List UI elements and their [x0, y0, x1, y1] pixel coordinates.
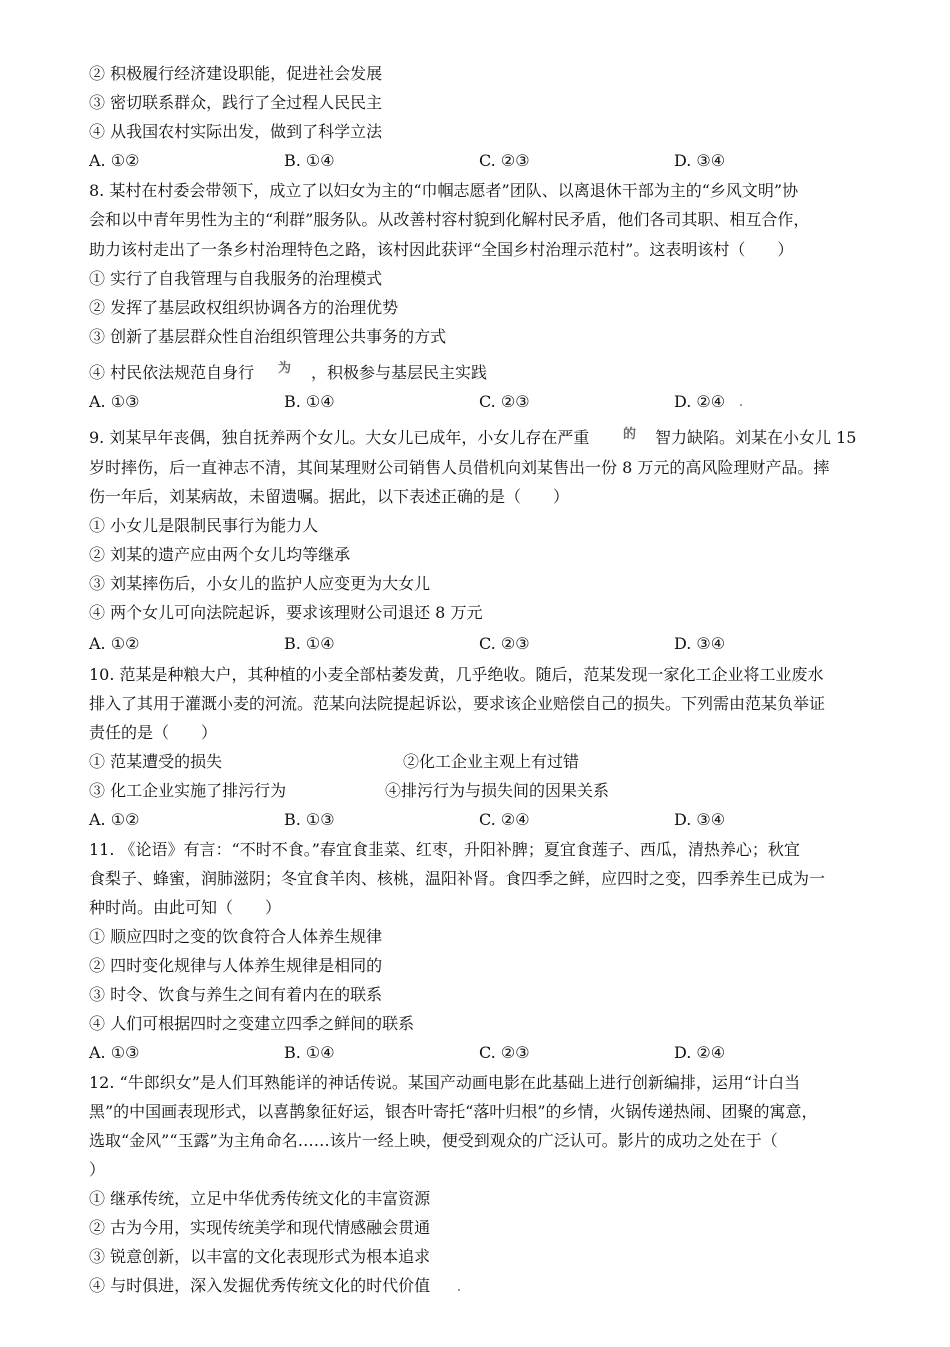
q12-stem-line-3: 选取“金风”“玉露”为主角命名……该片一经上映，便受到观众的广泛认可。影片的成功之处在于（ — [89, 1131, 778, 1150]
q10-option-1: ① 范某遭受的损失 — [89, 752, 223, 771]
q12-stem-line-4: ） — [89, 1160, 106, 1179]
answer-d: D. ②④ — [674, 392, 726, 411]
q9-stem-line-2: 岁时摔伤，后一直神志不清，其间某理财公司销售人员借机向刘某售出一份 8 万元的高风险理财产品。摔 — [89, 458, 830, 477]
q12-option-1: ① 继承传统，立足中华优秀传统文化的丰富资源 — [89, 1189, 431, 1208]
q11-option-3: ③ 时令、饮食与养生之间有着内在的联系 — [89, 985, 383, 1004]
q10-option-3: ③ 化工企业实施了排污行为 — [89, 781, 287, 800]
q8-option-4-part-2: ，积极参与基层民主实践 — [311, 363, 488, 382]
answer-b: B. ①④ — [284, 1043, 335, 1062]
q8-stem-line-3: 助力该村走出了一条乡村治理特色之路，该村因此获评“全国乡村治理示范村”。这表明该村（ ） — [89, 240, 794, 259]
answer-d: D. ③④ — [674, 634, 726, 653]
q11-stem-line-1: 11. 《论语》有言：“不时不食。”春宜食韭菜、红枣，升阳补脾；夏宜食莲子、西瓜，清热养心；秋宜 — [89, 840, 800, 859]
answer-a: A. ①③ — [89, 1043, 140, 1062]
q7-option-4: ④ 从我国农村实际出发，做到了科学立法 — [89, 122, 383, 141]
answer-d: D. ③④ — [674, 810, 726, 829]
q9-stem-line-1-part-2: 智力缺陷。刘某在小女儿 15 — [655, 428, 857, 447]
answer-b: B. ①④ — [284, 634, 335, 653]
q8-option-3: ③ 创新了基层群众性自治组织管理公共事务的方式 — [89, 327, 447, 346]
q10-stem-line-1: 10. 范某是种粮大户，其种植的小麦全部枯萎发黄，几乎绝收。随后，范某发现一家化工企业将工业废水 — [89, 665, 824, 684]
q8-option-4-part-1: ④ 村民依法规范自身行 — [89, 363, 255, 382]
answer-c: C. ②③ — [479, 634, 530, 653]
answer-a: A. ①② — [89, 151, 140, 170]
q7-option-3: ③ 密切联系群众，践行了全过程人民民主 — [89, 93, 383, 112]
q9-option-4: ④ 两个女儿可向法院起诉，要求该理财公司退还 8 万元 — [89, 603, 483, 622]
q12-option-3: ③ 锐意创新，以丰富的文化表现形式为根本追求 — [89, 1247, 431, 1266]
q9-option-2: ② 刘某的遗产应由两个女儿均等继承 — [89, 545, 351, 564]
q9-stem-line-1-part-1: 9. 刘某早年丧偶，独自抚养两个女儿。大女儿已成年，小女儿存在严重 — [89, 428, 590, 447]
q12-option-2: ② 古为今用，实现传统美学和现代情感融会贯通 — [89, 1218, 431, 1237]
q8-stem-line-2: 会和以中青年男性为主的“利群”服务队。从改善村容村貌到化解村民矛盾，他们各司其职、相互合作， — [89, 210, 810, 229]
answer-c: C. ②③ — [479, 1043, 530, 1062]
q10-option-4: ④排污行为与损失间的因果关系 — [385, 781, 610, 800]
q10-option-2: ②化工企业主观上有过错 — [403, 752, 580, 771]
answer-a: A. ①② — [89, 634, 140, 653]
q11-stem-line-3: 种时尚。由此可知（ ） — [89, 898, 282, 917]
q10-stem-line-2: 排入了其用于灌溉小麦的河流。范某向法院提起诉讼，要求该企业赔偿自己的损失。下列需由范某负举证 — [89, 694, 826, 713]
answer-c: C. ②④ — [479, 810, 530, 829]
q12-stem-line-2: 黑”的中国画表现形式，以喜鹊象征好运，银杏叶寄托“落叶归根”的乡情，火锅传递热闹、团聚的寓意， — [89, 1102, 818, 1121]
answer-b: B. ①④ — [284, 392, 335, 411]
q11-option-4: ④ 人们可根据四时之变建立四季之鲜间的联系 — [89, 1014, 415, 1033]
speck-mark — [458, 1289, 460, 1291]
answer-a: A. ①② — [89, 810, 140, 829]
answer-c: C. ②③ — [479, 392, 530, 411]
answer-d: D. ③④ — [674, 151, 726, 170]
q10-stem-line-3: 责任的是（ ） — [89, 723, 218, 742]
answer-d: D. ②④ — [674, 1043, 726, 1062]
q9-stem-line-3: 伤一年后，刘某病故，未留遗嘱。据此，以下表述正确的是（ ） — [89, 487, 570, 506]
q8-stem-line-1: 8. 某村在村委会带领下，成立了以妇女为主的“巾帼志愿者”团队、以离退休干部为主的“乡风文明”协 — [89, 181, 799, 200]
q8-option-2: ② 发挥了基层政权组织协调各方的治理优势 — [89, 298, 399, 317]
q11-option-1: ① 顺应四时之变的饮食符合人体养生规律 — [89, 927, 383, 946]
q7-option-2: ② 积极履行经济建设职能，促进社会发展 — [89, 64, 383, 83]
answer-b: B. ①③ — [284, 810, 335, 829]
q11-stem-line-2: 食梨子、蜂蜜，润肺滋阴；冬宜食羊肉、核桃，温阳补肾。食四季之鲜，应四时之变，四季养生已成为一 — [89, 869, 826, 888]
q9-option-1: ① 小女儿是限制民事行为能力人 — [89, 516, 319, 535]
answer-a: A. ①③ — [89, 392, 140, 411]
q12-stem-line-1: 12. “牛郎织女”是人们耳熟能详的神话传说。某国产动画电影在此基础上进行创新编排，运用“计白当 — [89, 1073, 801, 1092]
stamp-mark: 的 — [623, 427, 637, 442]
q12-option-4: ④ 与时俱进，深入发掘优秀传统文化的时代价值 — [89, 1276, 431, 1295]
q11-option-2: ② 四时变化规律与人体养生规律是相同的 — [89, 956, 383, 975]
q8-option-1: ① 实行了自我管理与自我服务的治理模式 — [89, 269, 383, 288]
answer-b: B. ①④ — [284, 151, 335, 170]
speck-mark — [740, 404, 742, 406]
stamp-mark: 为 — [278, 361, 292, 376]
q9-option-3: ③ 刘某摔伤后，小女儿的监护人应变更为大女儿 — [89, 574, 431, 593]
answer-c: C. ②③ — [479, 151, 530, 170]
